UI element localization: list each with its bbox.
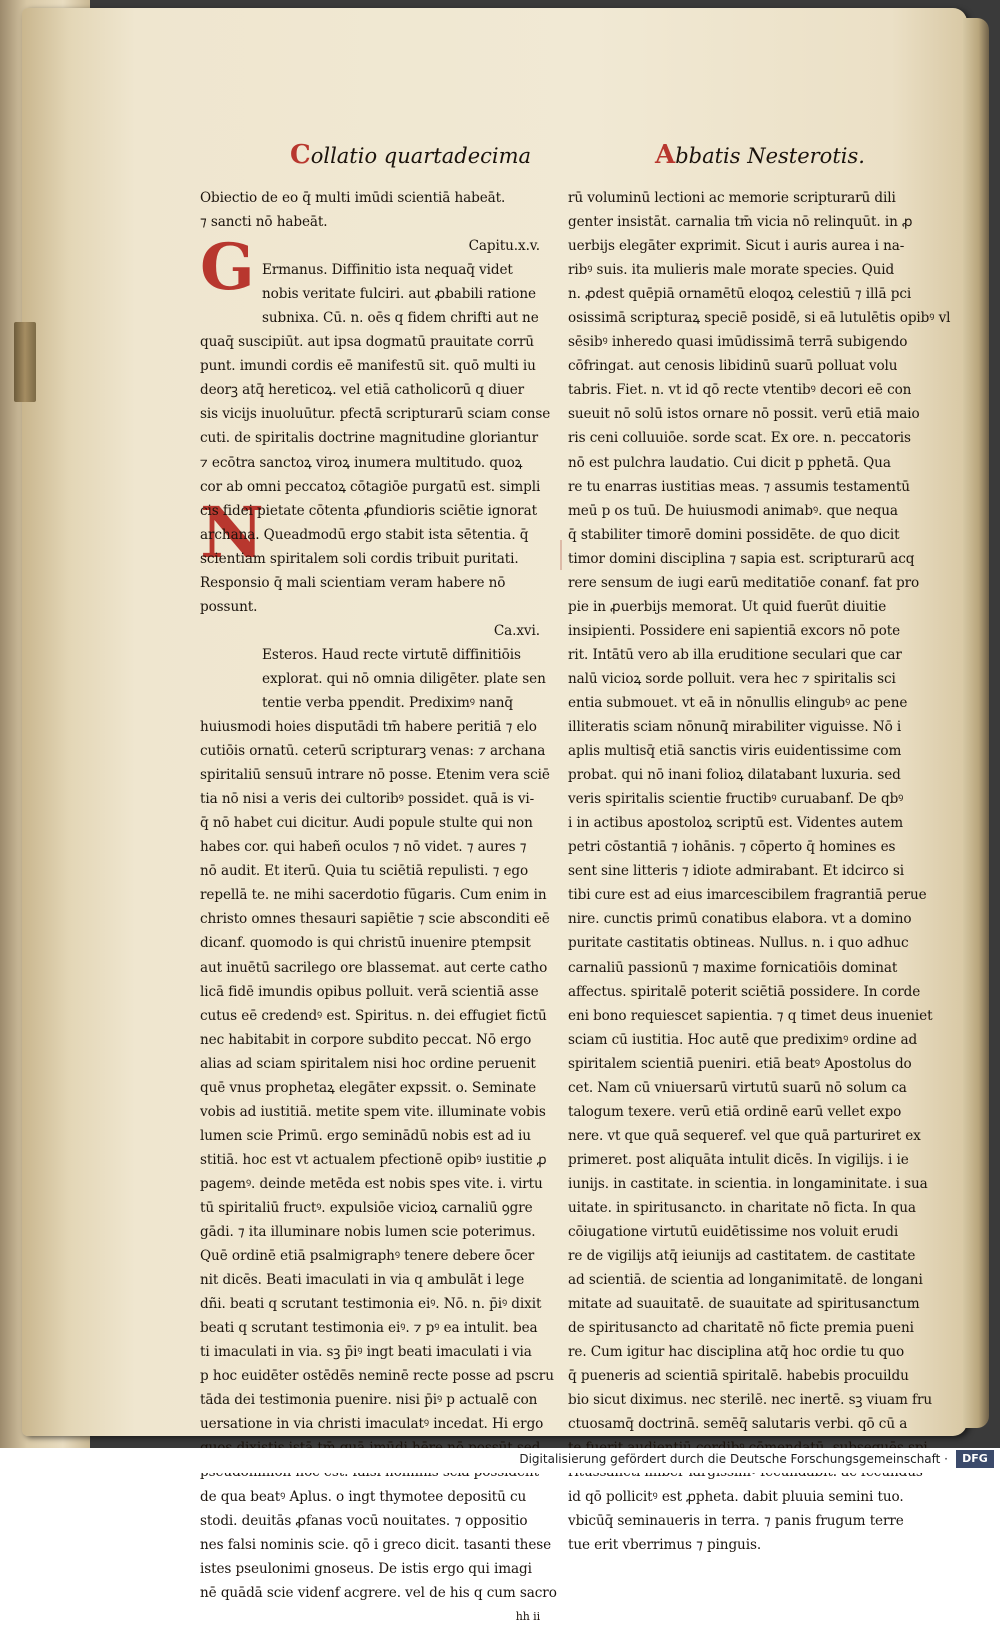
text-line: de qua beatꝰ Aplus. o ingt thymotee depositū cu (200, 1488, 527, 1505)
text-line: nire. cunctis primū conatibus elabora. vt a domino (568, 911, 912, 928)
text-line: cuti. de spiritalis doctrine magnitudine gloriantur (200, 430, 538, 447)
chapter-heading-line: ⁊ sancti nō habeāt. (200, 214, 328, 231)
text-line: illiteratis sciam nōnunq̄ mirabiliter viguisse. Nō i (568, 719, 902, 736)
text-line: cōiugatione virtutū euidētissime nos voluit erudi (568, 1224, 899, 1241)
text-line: rere sensum de iugi earū meditatiōe conanf. fat pro (568, 574, 920, 591)
chapter-number: Capitu.x.v. (468, 238, 540, 255)
text-line: aplis multisq̄ etiā sanctis viris euidentissime com (568, 743, 902, 760)
text-line: habes cor. qui habeñ oculos ⁊ nō videt. ⁊ aures ⁊ (200, 839, 527, 856)
chapter-number: Ca.xvi. (493, 622, 540, 639)
text-line: explorat. qui nō omnia diligēter. plate sen (262, 670, 546, 687)
text-line: quaq̄ suscipiūt. aut ipsa dogmatū prauitate corrū (200, 334, 534, 351)
text-line: istes pseulonimi gnoseus. De istis ergo qui imagi (200, 1560, 532, 1577)
text-line: sciam cū iustitia. Hoc autē que prediximꝰ ordine ad (568, 1031, 918, 1048)
text-line: nobis veritate fulciri. aut ꝓbabili ratione (262, 286, 536, 303)
signature-mark: hh ii (515, 1609, 540, 1623)
text-line: genter insistāt. carnalia tm̄ vicia nō relinquūt. in ꝓ (568, 214, 913, 231)
text-line: scientiam spiritalem soli cordis tribuit puritati. (200, 550, 519, 567)
text-line: entia submouet. vt eā in nōnullis elingubꝰ ac pene (568, 694, 908, 711)
text-line: Quē ordinē etiā psalmigraphꝰ tenere debere ōcer (200, 1248, 535, 1265)
footer-credit: Digitalisierung gefördert durch die Deutsche Forschungsgemeinschaft · (519, 1452, 948, 1466)
text-line: deorꝫ atq̄ hereticoꝝ. vel etiā catholicorū q diuer (200, 382, 525, 399)
text-line: re de vigilijs atq̄ ieiunijs ad castitatem. de castitate (568, 1248, 916, 1265)
bookmark-tab (14, 322, 36, 402)
running-header-right (655, 140, 865, 170)
text-line: nalū vicioꝝ sorde polluit. vera hec ⁊ spiritalis sci (568, 670, 896, 687)
text-line: q̄ nō habet cui dicitur. Audi popule stulte qui non (200, 815, 533, 832)
chapter-heading-line: Obiectio de eo q̄ multi imūdi scientiā habeāt. (200, 190, 506, 206)
text-line: probat. qui nō inani folioꝝ dilatabant luxuria. sed (568, 767, 901, 784)
text-line: petri cōstantiā ⁊ iohānis. ⁊ cōperto q̄ homines es (568, 839, 896, 856)
text-line: dñi. beati q scrutant testimonia eiꝰ. Nō. n. p̄iꝰ dixit (200, 1296, 542, 1313)
text-line: meū p os tuū. De huiusmodi animabꝰ. que nequa (568, 502, 898, 519)
text-line: talogum texere. verū etiā ordinē earū vellet expo (568, 1103, 902, 1120)
text-line: pie in ꝓuerbijs memorat. Ut quid fuerūt diuitie (568, 598, 887, 615)
text-line: gādi. ⁊ ita illuminare nobis lumen scie poterimus. (200, 1224, 536, 1241)
text-line: cor ab omni peccatoꝝ cōtagiōe purgatū est. simpli (200, 478, 541, 495)
right-text-column (568, 186, 951, 1557)
text-line: tue erit vberrimus ⁊ pinguis. (568, 1536, 762, 1553)
text-line: nō audit. Et iterū. Quia tu sciētiā repulisti. ⁊ ego (200, 863, 529, 880)
chapter-heading-line: possunt. (200, 598, 258, 615)
text-line: aut inuētū sacrilego ore blassemat. aut certe catho (200, 959, 548, 976)
text-line: alias ad sciam spiritalem nisi hoc ordine peruenit (200, 1055, 536, 1072)
text-line: ad scientiā. de scientia ad longanimitatē. de longani (568, 1272, 923, 1289)
text-line: id qō pollicitꝰ est ꝓpheta. dabit pluuia semini tuo. (568, 1488, 904, 1505)
text-line: beati q scrutant testimonia eiꝰ. ⁊ pꝰ ea intulit. bea (200, 1320, 538, 1337)
text-line: Ermanus. Diffinitio ista nequaq̄ videt (262, 262, 513, 279)
dropcap-n: N (200, 491, 264, 574)
text-line: repellā te. ne mihi sacerdotio fūgaris. Cum enim in (200, 887, 547, 904)
text-line: archana. Queadmodū ergo stabit ista sētentia. q̄ (200, 526, 529, 543)
text-line: cutus eē credendꝰ est. Spiritus. n. dei effugiet fictū (200, 1007, 547, 1024)
text-line: nō est pulchra laudatio. Cui dicit p pphetā. Qua (568, 454, 891, 471)
text-line: q̄ pueneris ad scientiā spiritalē. habebis procuildu (568, 1368, 909, 1385)
text-line: christo omnes thesauri sapiētie ⁊ scie absconditi eē (200, 911, 550, 928)
running-header-left (290, 140, 531, 170)
text-line: sent sine litteris ⁊ idiote admirabant. Et idcirco si (568, 863, 904, 880)
text-line: rū voluminū lectioni ac memorie scripturarū dili (568, 190, 896, 206)
text-line: insipienti. Possidere eni sapientiā excors nō pote (568, 622, 901, 639)
header-right-initial: A (655, 140, 676, 170)
text-line: tia nō nisi a veris dei cultoribꝰ possidet. quā is vi- (200, 791, 535, 808)
header-left-initial: C (290, 140, 311, 170)
header-right-text: bbatis Nesterotis. (675, 144, 865, 168)
text-line: i in actibus apostoloꝝ scriptū est. Videntes autem (568, 815, 903, 832)
text-line: vbicūq̄ seminaueris in terra. ⁊ panis frugum terre (568, 1512, 904, 1529)
text-line: osissimā scripturaꝝ speciē posidē, si eā lutulētis opibꝰ vl (568, 310, 951, 327)
text-line: iunijs. in castitate. in scientia. in longaminitate. i sua (568, 1175, 928, 1192)
text-line: pagemꝰ. deinde metēda est nobis spes vite. i. virtu (200, 1175, 543, 1192)
text-line: uersatione in via christi imaculatꝰ incedat. Hi ergo (200, 1416, 544, 1433)
text-line: dicanf. quomodo is qui christū inuenire ptempsit (200, 935, 531, 952)
text-line: veris spiritalis scientie fructibꝰ curuabanf. De qbꝰ (568, 791, 904, 808)
text-line: carnaliū passionū ⁊ maxime fornicatiōis dominat (568, 959, 898, 976)
chapter-heading-line: Responsio q̄ mali scientiam veram habere nō (200, 574, 506, 591)
text-line: ctuosamq̄ doctrinā. semēq̄ salutaris verbi. qō cū a (568, 1416, 908, 1433)
text-line: stitiā. hoc est vt actualem pfectionē opibꝰ iustitie ꝓ (200, 1151, 547, 1168)
text-line: affectus. spiritalē poterit sciētiā possidere. In corde (568, 983, 921, 1000)
text-line: sueuit nō solū istos ornare nō possit. verū etiā maio (568, 406, 920, 423)
text-line: Esteros. Haud recte virtutē diffinitiōis (262, 646, 521, 663)
text-line: re. Cum igitur hac disciplina atq̄ hoc ordie tu quo (568, 1344, 905, 1361)
text-line: spiritalem scientiā pueniri. etiā beatꝰ Apostolus do (568, 1055, 912, 1072)
text-line: ris ceni colluuiōe. sorde scat. Ex ore. n. peccatoris (568, 430, 911, 447)
text-line: nes falsi nominis scie. qō i greco dicit. tasanti these (200, 1536, 552, 1553)
text-line: punt. imundi cordis eē manifestū sit. quō multi iu (200, 358, 536, 375)
text-line: cutiōis ornatū. ceterū scripturarꝫ venas: ⁊ archana (200, 743, 546, 760)
text-line: licā fidē imundis opibus polluit. verā scientiā asse (200, 983, 539, 1000)
text-line: nē quādā scie videnf acgrere. vel de his q cum sacro (200, 1584, 557, 1601)
text-line: ti imaculati in via. sꝫ p̄iꝰ ingt beati imaculati i via (200, 1344, 532, 1361)
text-line: uerbijs elegāter exprimit. Sicut i auris aurea i na- (568, 238, 905, 255)
text-line: primeret. post aliquāta intulit dicēs. In vigilijs. i ie (568, 1151, 909, 1168)
text-line: cis fidei pietate cōtenta ꝓfundioris sciētie ignorat (200, 502, 537, 519)
text-line: n. ꝓdest quēpiā ornamētū eloqoꝝ celestiū ⁊ illā pci (568, 286, 912, 303)
text-line: tāda dei testimonia puenire. nisi p̄iꝰ p actualē con (200, 1392, 538, 1409)
text-line: tū spiritaliū fructꝰ. expulsiōe vicioꝝ carnaliū ꝯgre (200, 1199, 533, 1216)
text-line: uitate. in spiritusancto. in charitate nō ficta. In qua (568, 1199, 916, 1216)
text-line: spiritaliū sensuū intrare nō posse. Etenim vera sciē (200, 767, 550, 784)
text-line: sēsibꝰ inheredo quasi imūdissimā terrā subigendo (568, 334, 908, 351)
header-left-text: ollatio quartadecima (310, 144, 532, 168)
text-line: ⁊ ecōtra sanctoꝝ viroꝝ inumera multitudo. quoꝝ (200, 454, 523, 471)
text-line: huiusmodi hoies disputādi tm̄ habere peritiā ⁊ elo (200, 719, 537, 736)
text-line: tibi cure est ad eius imarcescibilem fragrantiā perue (568, 887, 927, 904)
text-line: de spiritusancto ad charitatē nō ficte premia pueni (568, 1320, 914, 1337)
page-stack-right (963, 18, 989, 1428)
text-line: tabris. Fiet. n. vt id qō recte vtentibꝰ decori eē con (568, 382, 912, 399)
text-line: stodi. deuitās ꝓfanas vocū nouitates. ⁊ oppositio (200, 1512, 528, 1529)
text-line: nere. vt que quā sequeref. vel que quā parturiret ex (568, 1127, 921, 1144)
text-line: subnixa. Cū. n. oēs q fidem chrifti aut ne (262, 310, 539, 327)
text-line: vobis ad iustitiā. metite spem vite. illuminate vobis (200, 1103, 546, 1120)
text-line: cet. Nam cū vniuersarū virtutū suarū nō solum ca (568, 1079, 907, 1096)
text-line: tentie verba ppendit. Prediximꝰ nanq̄ (262, 694, 514, 711)
left-text-column (200, 186, 557, 1629)
text-line: nec habitabit in corpore subdito peccat. Nō ergo (200, 1031, 532, 1048)
text-line: sis vicijs inuoluūtur. pfectā scripturarū sciam conse (200, 406, 551, 423)
text-line: timor domini disciplina ⁊ sapia est. scripturarū acq (568, 550, 915, 567)
dfg-logo: DFG (956, 1450, 994, 1468)
text-line: cōfringat. aut cenosis libidinū suarū polluat volu (568, 358, 898, 375)
text-line: nit dicēs. Beati imaculati in via q ambulāt i lege (200, 1272, 525, 1289)
dropcap-g: G (200, 230, 255, 305)
text-line: ribꝰ suis. ita mulieris male morate species. Quid (568, 262, 895, 279)
text-line: quē vnus prophetaꝝ elegāter expssit. o. Seminate (200, 1079, 537, 1096)
text-line: lumen scie Primū. ergo seminādū nobis est ad iu (200, 1127, 531, 1144)
text-line: re tu enarras iustitias meas. ⁊ assumis testamentū (568, 478, 910, 495)
text-line: q̄ stabiliter timorē domini possidēte. de quo dicit (568, 526, 900, 543)
text-line: puritate castitatis obtineas. Nullus. n. i quo adhuc (568, 935, 909, 952)
text-line: mitate ad suauitatē. de suauitate ad spiritusanctum (568, 1296, 920, 1313)
text-line: bio sicut diximus. nec sterilē. nec inertē. sꝫ viuam fru (568, 1392, 933, 1409)
text-line: p hoc euidēter ostēdēs neminē recte posse ad pscru (200, 1368, 554, 1385)
text-line: rit. Intātū vero ab illa eruditione seculari que car (568, 646, 902, 663)
text-line: eni bono requiescet sapientia. ⁊ q timet deus inueniet (568, 1007, 933, 1024)
